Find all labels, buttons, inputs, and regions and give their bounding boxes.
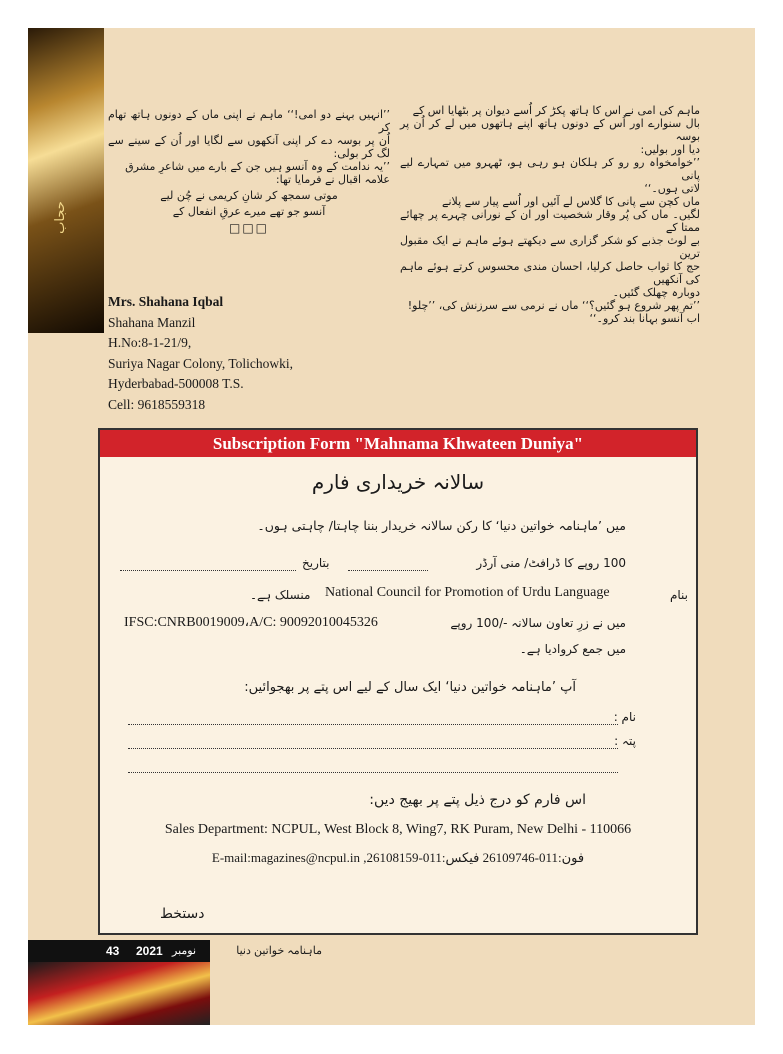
text-line: ماہم کی امی نے اس کا ہاتھ پکڑ کر اُسے دیوان پر بٹھایا اس کے bbox=[412, 104, 700, 117]
end-mark: □□□ bbox=[228, 221, 269, 235]
right-column-text bbox=[400, 104, 700, 325]
text-line: ’’یہ ندامت کے وہ آنسو ہیں جن کے بارے میں شاعرِ مشرق bbox=[125, 160, 390, 173]
form-intro: میں ’ماہنامہ خواتین دنیا‘ کا رکن سالانہ خریدار بننا چاہتا/ چاہتی ہوں۔ bbox=[257, 518, 626, 533]
text-line: دوبارہ چھلک گئیں۔ bbox=[612, 286, 700, 299]
deposited-text: میں جمع کروادیا ہے۔ bbox=[519, 642, 626, 656]
subscription-form bbox=[98, 428, 698, 935]
page-number: 43 bbox=[106, 944, 120, 958]
form-title: سالانہ خریداری فارم bbox=[311, 470, 485, 494]
text-line: اُن پر بوسہ دے کر اپنی آنکھوں سے لگایا اور اُن کے سینے سے لگ کر بولی: bbox=[108, 134, 390, 160]
address-field[interactable] bbox=[128, 748, 618, 749]
address-line: H.No:8-1-21/9, bbox=[108, 335, 192, 350]
decorative-gold-strip bbox=[28, 28, 104, 333]
address-field-line2[interactable] bbox=[128, 772, 618, 773]
text-line: علامہ اقبال نے فرمایا تھا: bbox=[275, 173, 390, 186]
address-line: Suriya Nagar Colony, Tolichowki, bbox=[108, 355, 294, 371]
signature-label: دستخط bbox=[160, 906, 205, 922]
name-label: نام : bbox=[613, 710, 636, 724]
contact-info: فون:011-26109746 فیکس:011-26108159, E-mail:magazines@ncpul.in bbox=[211, 850, 585, 865]
sales-address: Sales Department: NCPUL, West Block 8, Wing7, RK Puram, New Delhi - 110066 bbox=[164, 822, 632, 837]
address-label: پتہ : bbox=[614, 734, 636, 748]
author-address bbox=[108, 292, 293, 415]
footer-month: نومبر bbox=[172, 945, 197, 957]
form-header: Subscription Form "Mahnama Khwateen Duniya" bbox=[100, 430, 696, 457]
text-line: لاتی ہوں۔‘‘ bbox=[644, 182, 700, 195]
verse-line: آنسو جو تھے میرے عرقِ انفعال کے bbox=[172, 205, 326, 218]
date-label: بتاریخ bbox=[302, 556, 330, 570]
footer-year: 2021 bbox=[136, 944, 163, 958]
send-to-text: آپ ’ماہنامہ خواتین دنیا‘ ایک سال کے لیے اس پتے پر بھجوائیں: bbox=[244, 680, 576, 695]
payment-text: میں نے زرِ تعاون سالانہ -/100 روپے bbox=[450, 616, 626, 630]
date-field[interactable] bbox=[120, 570, 296, 571]
text-line: بے لوث جذبے کو شکر گزاری سے دیکھتے ہوئے ماہم نے ایک مقبول ترین bbox=[400, 234, 700, 260]
text-line: ’’تم پھر شروع ہو گئیں؟‘‘ ماں نے نرمی سے سرزنش کی، ’’چلو! bbox=[407, 299, 700, 312]
text-line: حج کا ثواب حاصل کرلیا، احسان مندی محسوس کرتے ہوئے ماہم کی آنکھیں bbox=[400, 260, 700, 286]
text-line: بال سنوارے اور اُس کے دونوں ہاتھ اپنے ہاتھوں میں لے کر اُن پر بوسہ bbox=[400, 117, 700, 143]
author-name: Mrs. Shahana Iqbal bbox=[108, 294, 224, 309]
text-line: دیا اور بولیں: bbox=[640, 143, 700, 156]
name-field[interactable] bbox=[128, 724, 618, 725]
council-name: National Council for Promotion of Urdu Language bbox=[325, 585, 610, 600]
text-line: اب آنسو بہانا بند کرو۔‘‘ bbox=[589, 312, 700, 325]
send-form-text: اس فارم کو درج ذیل پتے پر بھیج دیں: bbox=[369, 792, 586, 808]
text-line: لگیں۔ ماں کی پُر وقار شخصیت اور ان کے نورانی چہرے پر چھائے ممتا کے bbox=[400, 208, 700, 234]
draft-number-field[interactable] bbox=[348, 570, 428, 571]
footer-magazine: ماہنامہ خواتین دنیا bbox=[236, 945, 322, 957]
in-name-label: بنام bbox=[669, 588, 688, 602]
address-line: Hyderbabad-500008 T.S. bbox=[108, 376, 244, 391]
author-phone: Cell: 9618559318 bbox=[108, 396, 206, 412]
page-footer bbox=[28, 940, 210, 962]
account-details: IFSC:CNRB0019009،A/C: 90092010045326 bbox=[124, 615, 378, 630]
attached-text: منسلک ہے۔ bbox=[250, 588, 311, 602]
text-line: ماں کچن سے پانی کا گلاس لے آئیں اور اُسے پیار سے پلانے bbox=[442, 195, 700, 208]
text-line: ’’خوامخواہ رو رو کر ہلکان ہو رہی ہو، ٹھہرو میں تمہارے لیے پانی bbox=[400, 156, 700, 182]
left-column-text bbox=[108, 108, 390, 235]
address-line: Shahana Manzil bbox=[108, 314, 196, 330]
footer-decorative-image bbox=[28, 962, 210, 1025]
draft-line: 100 روپے کا ڈرافٹ/ منی آرڈر bbox=[476, 556, 626, 570]
verse-line: موتی سمجھ کر شانِ کریمی نے چُن لیے bbox=[160, 189, 338, 202]
section-label: حجاب bbox=[52, 201, 68, 234]
text-line: ’’انہیں بہنے دو امی!‘‘ ماہم نے اپنی ماں کے دونوں ہاتھ تھام کر bbox=[108, 108, 390, 134]
